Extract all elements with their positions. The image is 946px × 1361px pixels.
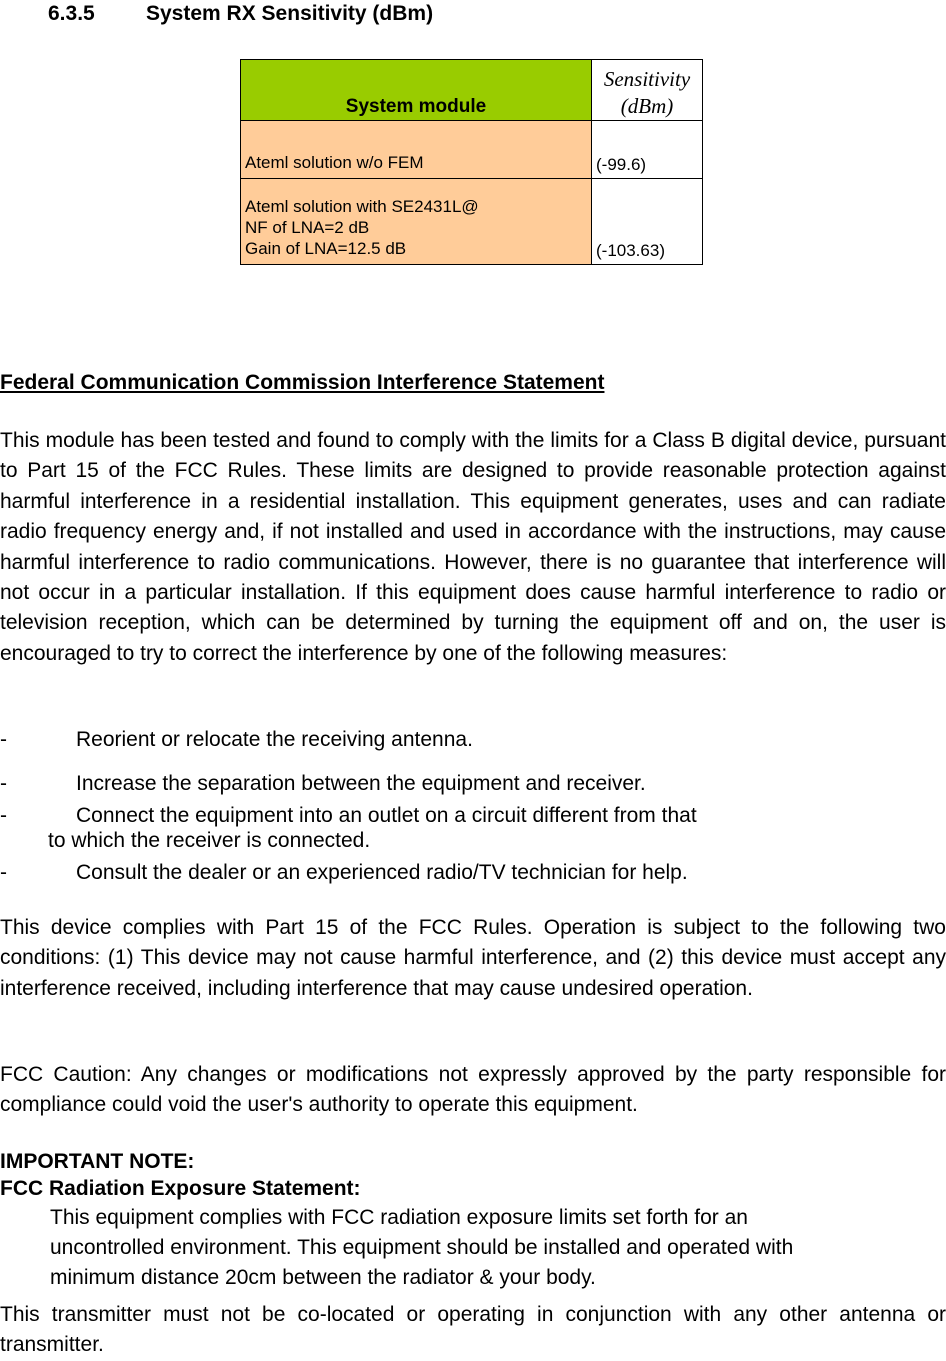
- list-item: [0, 801, 946, 831]
- sensitivity-table: [240, 59, 703, 265]
- radiation-statement: [50, 1203, 946, 1293]
- fcc-statement-title: Federal Communication Commission Interference Statement: [0, 371, 605, 394]
- colocation-paragraph: This transmitter must not be co-located or operating in conjunction with any other antenna or transmitter.: [0, 1303, 946, 1357]
- table-header-row: [241, 60, 703, 121]
- fcc-caution-paragraph: FCC Caution: Any changes or modifications not expressly approved by the party responsible for compliance could void the user's authority to operate this equipment.: [0, 1063, 946, 1117]
- measure-2: Increase the separation between the equipment and receiver.: [76, 772, 646, 795]
- section-number: 6.3.5: [48, 2, 95, 25]
- section-title: System RX Sensitivity (dBm): [146, 2, 434, 25]
- list-dash: -: [0, 728, 7, 751]
- radiation-line-1: This equipment complies with FCC radiation exposure limits set forth for an: [50, 1206, 748, 1229]
- section-heading: [48, 2, 433, 26]
- list-dash: -: [0, 804, 7, 827]
- row1-module-cell: Ateml solution w/o FEM: [241, 121, 592, 179]
- measure-3: Connect the equipment into an outlet on a circuit different from that: [76, 804, 697, 827]
- important-note-heading: IMPORTANT NOTE:: [0, 1150, 195, 1173]
- measure-4: Consult the dealer or an experienced radio/TV technician for help.: [76, 861, 688, 884]
- fcc-paragraph-2: This device complies with Part 15 of the FCC Rules. Operation is subject to the following two conditions: (1) This device may not cause harmful interference, and (2) this device must accept any interference received, including interference that may cause undesired operation.: [0, 916, 946, 1000]
- list-item: [0, 725, 946, 755]
- row2-value-cell: (-103.63): [592, 179, 703, 265]
- measure-1: Reorient or relocate the receiving antenna.: [76, 728, 473, 751]
- row2-module-line2: NF of LNA=2 dB: [245, 218, 370, 237]
- row2-module-line3: Gain of LNA=12.5 dB: [245, 239, 407, 258]
- radiation-line-2: uncontrolled environment. This equipment should be installed and operated with: [50, 1236, 794, 1259]
- header-system-module: System module: [241, 60, 592, 121]
- table-row: [241, 179, 703, 265]
- list-item: [0, 858, 946, 888]
- row2-module-line1: Ateml solution with SE2431L@: [245, 197, 479, 216]
- table-row: [241, 121, 703, 179]
- list-dash: -: [0, 861, 7, 884]
- radiation-exposure-heading: FCC Radiation Exposure Statement:: [0, 1177, 361, 1200]
- header-sensitivity-line2: (dBm): [620, 94, 674, 118]
- header-sensitivity-line1: Sensitivity: [603, 67, 691, 91]
- fcc-paragraph-1: This module has been tested and found to comply with the limits for a Class B digital device, pursuant to Part 15 of the FCC Rules. These limits are designed to provide reasonable protection against harmful interference in a residential installation. This equipment generates, uses and can radiate radio frequency energy and, if not installed and used in accordance with the instructions, may cause harmful interference to radio communications. However, there is no guarantee that interference will not occur in a particular installation. If this equipment does cause harmful interference to radio or television reception, which can be determined by turning the equipment off and on, the user is encouraged to try to correct the interference by one of the following measures:: [0, 429, 946, 665]
- list-dash: -: [0, 772, 7, 795]
- radiation-line-3: minimum distance 20cm between the radiator & your body.: [50, 1266, 596, 1289]
- header-sensitivity: [592, 60, 703, 121]
- row2-module-cell: [241, 179, 592, 265]
- measure-3-continued: to which the receiver is connected.: [48, 829, 371, 852]
- row1-value-cell: (-99.6): [592, 121, 703, 179]
- list-item: [0, 769, 946, 799]
